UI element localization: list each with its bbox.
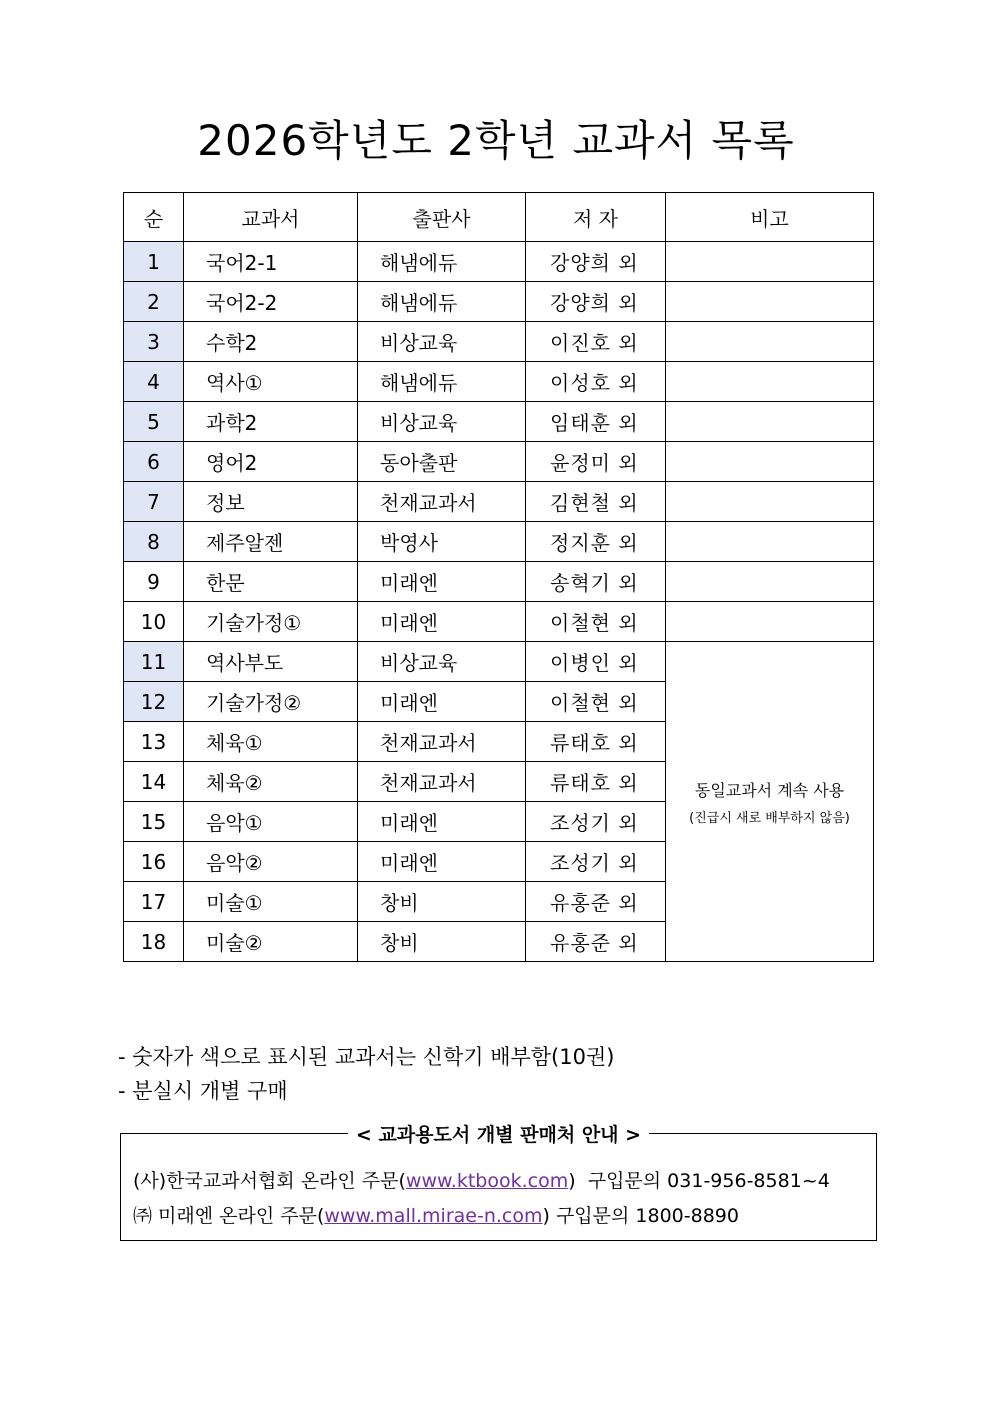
publisher: 해냄에듀 <box>358 362 526 402</box>
author: 류태호 외 <box>526 762 666 802</box>
vendor-line-ktbook <box>133 1164 830 1199</box>
row-number: 6 <box>124 442 184 482</box>
publisher: 창비 <box>358 882 526 922</box>
header-textbook: 교과서 <box>184 193 358 242</box>
textbook-name: 역사부도 <box>184 642 358 682</box>
textbook-name: 국어2-1 <box>184 242 358 282</box>
remarks-merged-cell <box>666 642 874 962</box>
table-row <box>124 602 874 642</box>
remarks-cell <box>666 362 874 402</box>
table-row <box>124 362 874 402</box>
publisher: 해냄에듀 <box>358 242 526 282</box>
publisher: 천재교과서 <box>358 762 526 802</box>
row-number: 9 <box>124 562 184 602</box>
row-number: 12 <box>124 682 184 722</box>
publisher: 비상교육 <box>358 642 526 682</box>
vendor-miraen-suffix: ) 구입문의 1800-8890 <box>542 1205 739 1227</box>
author: 정지훈 외 <box>526 522 666 562</box>
table-row <box>124 242 874 282</box>
row-number: 14 <box>124 762 184 802</box>
author: 임태훈 외 <box>526 402 666 442</box>
row-number: 5 <box>124 402 184 442</box>
textbook-name: 정보 <box>184 482 358 522</box>
row-number: 1 <box>124 242 184 282</box>
remarks-cell <box>666 242 874 282</box>
note-lost: - 분실시 개별 구매 <box>118 1079 288 1103</box>
vendor-ktbook-suffix: ) 구입문의 031-956-8581~4 <box>568 1170 830 1192</box>
author: 조성기 외 <box>526 802 666 842</box>
textbook-name: 체육① <box>184 722 358 762</box>
table-row <box>124 642 874 682</box>
notes <box>118 1040 614 1108</box>
textbook-name: 기술가정② <box>184 682 358 722</box>
vendor-info-box <box>120 1124 877 1241</box>
textbook-name: 국어2-2 <box>184 282 358 322</box>
textbook-name: 영어2 <box>184 442 358 482</box>
row-number: 3 <box>124 322 184 362</box>
remarks-main-text: 동일교과서 계속 사용 <box>694 780 845 800</box>
publisher: 천재교과서 <box>358 482 526 522</box>
remarks-sub-text: (진급시 새로 배부하지 않음) <box>689 810 850 826</box>
header-no: 순 <box>124 193 184 242</box>
author: 강양희 외 <box>526 242 666 282</box>
row-number: 15 <box>124 802 184 842</box>
publisher: 창비 <box>358 922 526 962</box>
table-row <box>124 442 874 482</box>
miraen-mall-link[interactable]: www.mall.mirae-n.com <box>324 1205 543 1227</box>
vendor-ktbook-prefix: (사)한국교과서협회 온라인 주문( <box>133 1170 406 1192</box>
row-number: 11 <box>124 642 184 682</box>
remarks-cell <box>666 402 874 442</box>
page-title: 2026학년도 2학년 교과서 목록 <box>197 116 795 165</box>
remarks-cell <box>666 282 874 322</box>
note-distribution: - 숫자가 색으로 표시된 교과서는 신학기 배부함(10권) <box>118 1045 615 1069</box>
textbook-name: 음악② <box>184 842 358 882</box>
table-header-row <box>124 193 874 242</box>
table-row <box>124 402 874 442</box>
textbook-name: 수학2 <box>184 322 358 362</box>
remarks-cell <box>666 442 874 482</box>
row-number: 13 <box>124 722 184 762</box>
publisher: 천재교과서 <box>358 722 526 762</box>
header-author: 저 자 <box>526 193 666 242</box>
textbook-name: 과학2 <box>184 402 358 442</box>
textbook-name: 미술① <box>184 882 358 922</box>
textbook-table <box>123 192 874 962</box>
publisher: 동아출판 <box>358 442 526 482</box>
vendor-line-miraen <box>133 1199 830 1234</box>
author: 이철현 외 <box>526 682 666 722</box>
vendor-miraen-prefix: ㈜ 미래엔 온라인 주문( <box>133 1205 325 1227</box>
row-number: 4 <box>124 362 184 402</box>
textbook-name: 제주알젠 <box>184 522 358 562</box>
publisher: 박영사 <box>358 522 526 562</box>
author: 이철현 외 <box>526 602 666 642</box>
remarks-cell <box>666 482 874 522</box>
textbook-name: 음악① <box>184 802 358 842</box>
publisher: 비상교육 <box>358 402 526 442</box>
vendor-box-title: < 교과용도서 개별 판매처 안내 > <box>348 1124 649 1146</box>
textbook-name: 기술가정① <box>184 602 358 642</box>
author: 류태호 외 <box>526 722 666 762</box>
publisher: 미래엔 <box>358 602 526 642</box>
row-number: 16 <box>124 842 184 882</box>
row-number: 18 <box>124 922 184 962</box>
table-row <box>124 482 874 522</box>
row-number: 17 <box>124 882 184 922</box>
publisher: 미래엔 <box>358 682 526 722</box>
author: 이병인 외 <box>526 642 666 682</box>
table-row <box>124 322 874 362</box>
publisher: 해냄에듀 <box>358 282 526 322</box>
author: 조성기 외 <box>526 842 666 882</box>
row-number: 7 <box>124 482 184 522</box>
textbook-name: 미술② <box>184 922 358 962</box>
row-number: 10 <box>124 602 184 642</box>
remarks-cell <box>666 522 874 562</box>
textbook-name: 한문 <box>184 562 358 602</box>
author: 이성호 외 <box>526 362 666 402</box>
row-number: 2 <box>124 282 184 322</box>
table-row <box>124 522 874 562</box>
textbook-name: 역사① <box>184 362 358 402</box>
header-publisher: 출판사 <box>358 193 526 242</box>
header-remarks: 비고 <box>666 193 874 242</box>
author: 김현철 외 <box>526 482 666 522</box>
author: 유홍준 외 <box>526 922 666 962</box>
publisher: 미래엔 <box>358 562 526 602</box>
author: 송혁기 외 <box>526 562 666 602</box>
remarks-cell <box>666 602 874 642</box>
publisher: 미래엔 <box>358 842 526 882</box>
remarks-cell <box>666 562 874 602</box>
textbook-name: 체육② <box>184 762 358 802</box>
author: 강양희 외 <box>526 282 666 322</box>
row-number: 8 <box>124 522 184 562</box>
remarks-cell <box>666 322 874 362</box>
author: 윤정미 외 <box>526 442 666 482</box>
table-row <box>124 282 874 322</box>
publisher: 미래엔 <box>358 802 526 842</box>
publisher: 비상교육 <box>358 322 526 362</box>
ktbook-link[interactable]: www.ktbook.com <box>405 1170 569 1192</box>
table-row <box>124 562 874 602</box>
author: 유홍준 외 <box>526 882 666 922</box>
author: 이진호 외 <box>526 322 666 362</box>
